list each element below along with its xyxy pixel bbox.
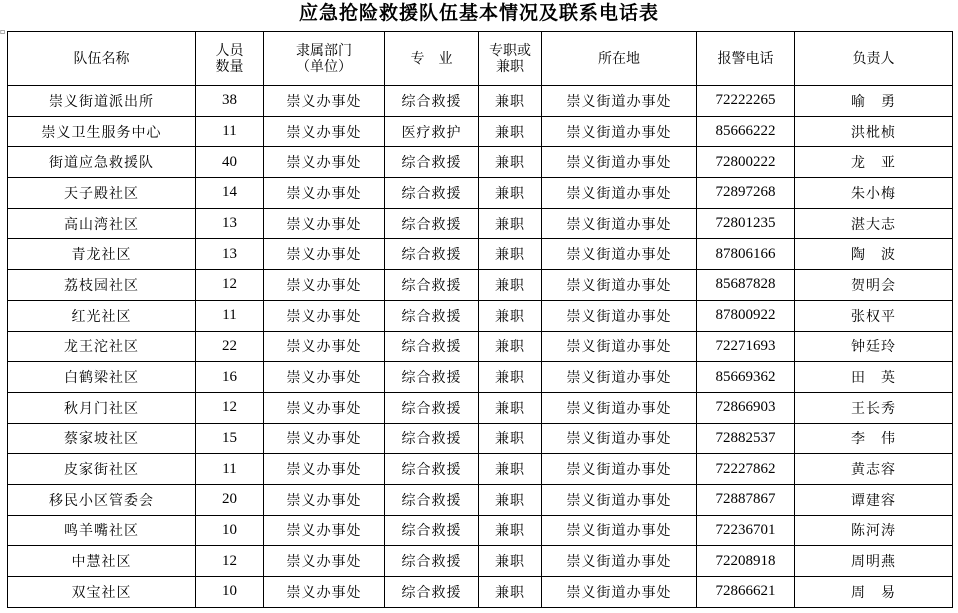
team-name-cell: 天子殿社区 (8, 178, 196, 209)
person-in-charge-cell: 钟廷玲 (795, 331, 953, 362)
location-cell: 崇义街道办事处 (542, 331, 697, 362)
person-in-charge-cell: 湛大志 (795, 208, 953, 239)
employment-type-cell: 兼职 (479, 86, 542, 117)
team-name-cell: 双宝社区 (8, 577, 196, 608)
headcount-cell: 12 (196, 546, 264, 577)
employment-type-cell: 兼职 (479, 454, 542, 485)
headcount-cell: 15 (196, 423, 264, 454)
specialty-cell: 医疗救护 (385, 116, 479, 147)
employment-type-cell: 兼职 (479, 484, 542, 515)
person-in-charge-cell: 周 易 (795, 577, 953, 608)
department-cell: 崇义办事处 (264, 392, 385, 423)
department-cell: 崇义办事处 (264, 515, 385, 546)
department-cell: 崇义办事处 (264, 546, 385, 577)
header-label-line: 负责人 (852, 50, 895, 67)
table-row (8, 515, 953, 546)
employment-type-cell: 兼职 (479, 178, 542, 209)
headcount-cell: 10 (196, 515, 264, 546)
header-label-line: 队伍名称 (73, 50, 130, 67)
person-in-charge-cell: 王长秀 (795, 392, 953, 423)
table-row (8, 178, 953, 209)
specialty-cell: 综合救援 (385, 331, 479, 362)
header-label-line: 兼职 (496, 58, 524, 75)
header-label-line: 专 业 (410, 50, 453, 67)
person-in-charge-cell: 周明燕 (795, 546, 953, 577)
phone-cell: 72271693 (697, 331, 795, 362)
table-row (8, 331, 953, 362)
person-in-charge-cell: 田 英 (795, 362, 953, 393)
phone-cell: 85687828 (697, 270, 795, 301)
employment-type-cell: 兼职 (479, 362, 542, 393)
department-cell: 崇义办事处 (264, 454, 385, 485)
department-cell: 崇义办事处 (264, 300, 385, 331)
location-cell: 崇义街道办事处 (542, 454, 697, 485)
team-name-cell: 中慧社区 (8, 546, 196, 577)
location-cell: 崇义街道办事处 (542, 362, 697, 393)
table-row (8, 239, 953, 270)
headcount-cell: 22 (196, 331, 264, 362)
team-name-cell: 鸣羊嘴社区 (8, 515, 196, 546)
headcount-cell: 20 (196, 484, 264, 515)
specialty-cell: 综合救援 (385, 454, 479, 485)
department-cell: 崇义办事处 (264, 270, 385, 301)
team-name-cell: 崇义卫生服务中心 (8, 116, 196, 147)
location-cell: 崇义街道办事处 (542, 178, 697, 209)
specialty-cell: 综合救援 (385, 362, 479, 393)
phone-cell: 72897268 (697, 178, 795, 209)
phone-cell: 87800922 (697, 300, 795, 331)
location-cell: 崇义街道办事处 (542, 270, 697, 301)
phone-cell: 72227862 (697, 454, 795, 485)
employment-type-cell: 兼职 (479, 577, 542, 608)
headcount-cell: 13 (196, 208, 264, 239)
location-cell: 崇义街道办事处 (542, 208, 697, 239)
header-label-line: 报警电话 (717, 50, 774, 67)
table-row (8, 546, 953, 577)
team-name-cell: 龙王沱社区 (8, 331, 196, 362)
specialty-cell: 综合救援 (385, 300, 479, 331)
location-cell: 崇义街道办事处 (542, 392, 697, 423)
employment-type-cell: 兼职 (479, 208, 542, 239)
table-row (8, 423, 953, 454)
header-department (264, 32, 385, 86)
team-name-cell: 移民小区管委会 (8, 484, 196, 515)
team-name-cell: 高山湾社区 (8, 208, 196, 239)
employment-type-cell: 兼职 (479, 116, 542, 147)
person-in-charge-cell: 洪枇桢 (795, 116, 953, 147)
headcount-cell: 10 (196, 577, 264, 608)
table-body (8, 86, 953, 608)
employment-type-cell: 兼职 (479, 515, 542, 546)
header-specialty (385, 32, 479, 86)
phone-cell: 72222265 (697, 86, 795, 117)
specialty-cell: 综合救援 (385, 147, 479, 178)
department-cell: 崇义办事处 (264, 362, 385, 393)
department-cell: 崇义办事处 (264, 116, 385, 147)
phone-cell: 72887867 (697, 484, 795, 515)
headcount-cell: 11 (196, 300, 264, 331)
specialty-cell: 综合救援 (385, 515, 479, 546)
headcount-cell: 11 (196, 116, 264, 147)
person-in-charge-cell: 黄志容 (795, 454, 953, 485)
header-team-name (8, 32, 196, 86)
table-row (8, 208, 953, 239)
person-in-charge-cell: 朱小梅 (795, 178, 953, 209)
employment-type-cell: 兼职 (479, 300, 542, 331)
employment-type-cell: 兼职 (479, 239, 542, 270)
header-label-line: （单位） (296, 58, 352, 75)
employment-type-cell: 兼职 (479, 147, 542, 178)
team-name-cell: 白鹤梁社区 (8, 362, 196, 393)
specialty-cell: 综合救援 (385, 423, 479, 454)
department-cell: 崇义办事处 (264, 331, 385, 362)
location-cell: 崇义街道办事处 (542, 515, 697, 546)
rescue-team-table (7, 31, 953, 608)
table-row (8, 454, 953, 485)
headcount-cell: 13 (196, 239, 264, 270)
phone-cell: 87806166 (697, 239, 795, 270)
header-label-line: 专职或 (489, 42, 531, 59)
person-in-charge-cell: 谭建容 (795, 484, 953, 515)
header-headcount (196, 32, 264, 86)
location-cell: 崇义街道办事处 (542, 577, 697, 608)
specialty-cell: 综合救援 (385, 178, 479, 209)
specialty-cell: 综合救援 (385, 208, 479, 239)
phone-cell: 72882537 (697, 423, 795, 454)
table-row (8, 116, 953, 147)
person-in-charge-cell: 贺明会 (795, 270, 953, 301)
table-header-row (8, 32, 953, 86)
phone-cell: 72801235 (697, 208, 795, 239)
headcount-cell: 14 (196, 178, 264, 209)
phone-cell: 72208918 (697, 546, 795, 577)
table-row (8, 484, 953, 515)
person-in-charge-cell: 喻 勇 (795, 86, 953, 117)
specialty-cell: 综合救援 (385, 392, 479, 423)
header-phone (697, 32, 795, 86)
employment-type-cell: 兼职 (479, 546, 542, 577)
header-label-line: 人员 (215, 42, 244, 59)
department-cell: 崇义办事处 (264, 147, 385, 178)
phone-cell: 72800222 (697, 147, 795, 178)
location-cell: 崇义街道办事处 (542, 116, 697, 147)
department-cell: 崇义办事处 (264, 577, 385, 608)
header-label-line: 所在地 (598, 50, 640, 67)
team-name-cell: 崇义街道派出所 (8, 86, 196, 117)
table-row (8, 147, 953, 178)
team-name-cell: 红光社区 (8, 300, 196, 331)
phone-cell: 72866621 (697, 577, 795, 608)
person-in-charge-cell: 龙 亚 (795, 147, 953, 178)
department-cell: 崇义办事处 (264, 86, 385, 117)
document-title: 应急抢险救援队伍基本情况及联系电话表 (298, 2, 659, 24)
phone-cell: 85666222 (697, 116, 795, 147)
headcount-cell: 12 (196, 392, 264, 423)
department-cell: 崇义办事处 (264, 239, 385, 270)
headcount-cell: 11 (196, 454, 264, 485)
table-row (8, 577, 953, 608)
headcount-cell: 16 (196, 362, 264, 393)
header-employment-type (479, 32, 542, 86)
person-in-charge-cell: 张权平 (795, 300, 953, 331)
location-cell: 崇义街道办事处 (542, 300, 697, 331)
header-label-line: 数量 (215, 58, 244, 75)
department-cell: 崇义办事处 (264, 208, 385, 239)
team-name-cell: 街道应急救援队 (8, 147, 196, 178)
team-name-cell: 皮家街社区 (8, 454, 196, 485)
header-label-line: 隶属部门 (296, 42, 352, 59)
table-row (8, 362, 953, 393)
specialty-cell: 综合救援 (385, 484, 479, 515)
phone-cell: 85669362 (697, 362, 795, 393)
specialty-cell: 综合救援 (385, 86, 479, 117)
table-row (8, 300, 953, 331)
header-person-in-charge (795, 32, 953, 86)
employment-type-cell: 兼职 (479, 423, 542, 454)
location-cell: 崇义街道办事处 (542, 86, 697, 117)
location-cell: 崇义街道办事处 (542, 423, 697, 454)
location-cell: 崇义街道办事处 (542, 484, 697, 515)
department-cell: 崇义办事处 (264, 423, 385, 454)
header-location (542, 32, 697, 86)
employment-type-cell: 兼职 (479, 392, 542, 423)
team-name-cell: 蔡家坡社区 (8, 423, 196, 454)
person-in-charge-cell: 陈河涛 (795, 515, 953, 546)
employment-type-cell: 兼职 (479, 270, 542, 301)
department-cell: 崇义办事处 (264, 178, 385, 209)
location-cell: 崇义街道办事处 (542, 147, 697, 178)
person-in-charge-cell: 陶 波 (795, 239, 953, 270)
phone-cell: 72236701 (697, 515, 795, 546)
team-name-cell: 秋月门社区 (8, 392, 196, 423)
specialty-cell: 综合救援 (385, 546, 479, 577)
department-cell: 崇义办事处 (264, 484, 385, 515)
specialty-cell: 综合救援 (385, 270, 479, 301)
team-name-cell: 青龙社区 (8, 239, 196, 270)
table-row (8, 392, 953, 423)
team-name-cell: 荔枝园社区 (8, 270, 196, 301)
headcount-cell: 38 (196, 86, 264, 117)
specialty-cell: 综合救援 (385, 239, 479, 270)
phone-cell: 72866903 (697, 392, 795, 423)
anchor-mark: ▫ (0, 27, 6, 36)
location-cell: 崇义街道办事处 (542, 546, 697, 577)
headcount-cell: 40 (196, 147, 264, 178)
table-row (8, 86, 953, 117)
table-row (8, 270, 953, 301)
specialty-cell: 综合救援 (385, 577, 479, 608)
location-cell: 崇义街道办事处 (542, 239, 697, 270)
employment-type-cell: 兼职 (479, 331, 542, 362)
headcount-cell: 12 (196, 270, 264, 301)
person-in-charge-cell: 李 伟 (795, 423, 953, 454)
